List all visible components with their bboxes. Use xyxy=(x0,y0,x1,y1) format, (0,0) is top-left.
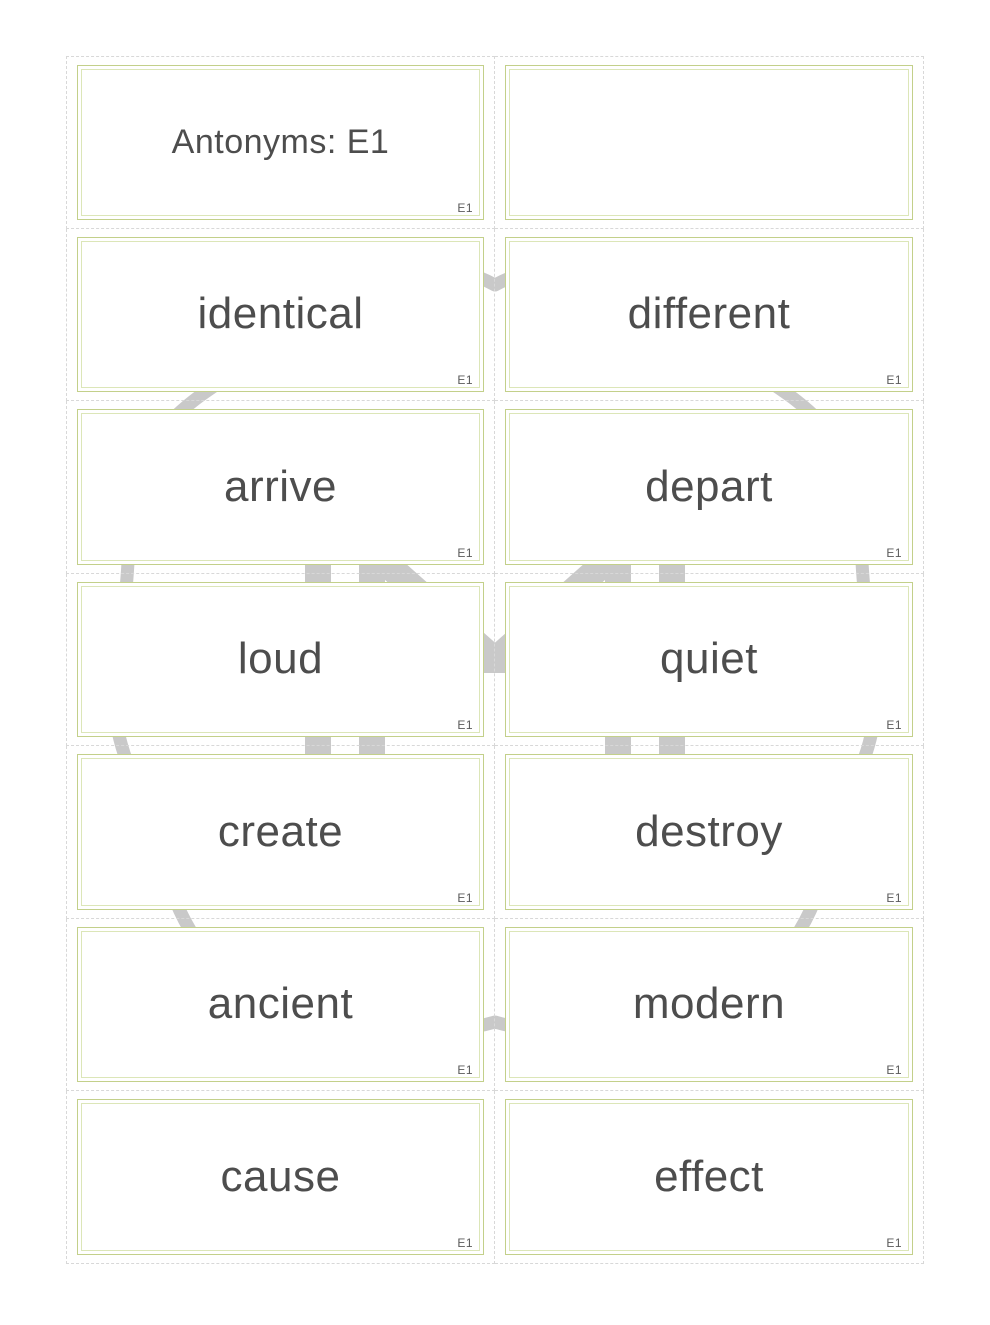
flashcard-cell xyxy=(66,746,495,919)
flashcard-cell xyxy=(495,574,924,747)
flashcard-blank[interactable] xyxy=(505,65,913,220)
flashcard-tag: E1 xyxy=(457,1235,473,1250)
flashcard[interactable] xyxy=(505,754,913,910)
flashcard[interactable] xyxy=(505,1099,913,1255)
flashcard-tag: E1 xyxy=(457,1063,473,1078)
flashcard[interactable] xyxy=(505,237,913,393)
flashcard-label: create xyxy=(217,806,344,856)
flashcard[interactable] xyxy=(77,927,484,1083)
flashcard[interactable] xyxy=(505,927,913,1083)
flashcard-label: cause xyxy=(220,1152,341,1201)
flashcard-cell xyxy=(66,574,495,747)
flashcard-label: ancient xyxy=(207,979,354,1029)
flashcard[interactable] xyxy=(77,409,484,565)
flashcard-tag: E1 xyxy=(457,545,473,560)
flashcard-cell xyxy=(66,401,495,574)
flashcard-cell xyxy=(495,229,924,402)
flashcard-cell xyxy=(66,229,495,402)
flashcard-tag: E1 xyxy=(457,373,473,388)
flashcard[interactable] xyxy=(77,237,484,393)
flashcard-label: effect xyxy=(654,1152,764,1201)
flashcard[interactable] xyxy=(77,754,484,910)
flashcard-cell xyxy=(495,401,924,574)
flashcard-tag: E1 xyxy=(457,200,473,215)
flashcard-label: depart xyxy=(645,461,773,511)
flashcard-title[interactable] xyxy=(77,65,484,220)
flashcard-label: modern xyxy=(632,979,786,1029)
flashcard-tag: E1 xyxy=(457,890,473,905)
flashcard-cell xyxy=(495,919,924,1092)
flashcard-tag: E1 xyxy=(886,545,902,560)
flashcard[interactable] xyxy=(505,409,913,565)
flashcard-tag: E1 xyxy=(457,718,473,733)
flashcard-tag: E1 xyxy=(886,1235,902,1250)
flashcard-label: identical xyxy=(197,289,364,339)
flashcard-label: loud xyxy=(237,634,324,684)
flashcard-cell xyxy=(66,919,495,1092)
flashcard-label: arrive xyxy=(223,461,338,511)
flashcard-grid xyxy=(66,56,924,1264)
flashcard-sheet xyxy=(66,56,924,1264)
flashcard-label: destroy xyxy=(635,806,783,856)
flashcard-cell xyxy=(66,1091,495,1264)
flashcard-tag: E1 xyxy=(886,1063,902,1078)
flashcard-tag: E1 xyxy=(886,373,902,388)
flashcard-label: different xyxy=(627,289,791,339)
flashcard-tag: E1 xyxy=(886,890,902,905)
flashcard-label: quiet xyxy=(660,634,758,684)
flashcard-tag: E1 xyxy=(886,718,902,733)
flashcard-cell xyxy=(495,746,924,919)
flashcard-cell xyxy=(495,1091,924,1264)
flashcard-cell xyxy=(495,56,924,229)
flashcard[interactable] xyxy=(505,582,913,738)
flashcard[interactable] xyxy=(77,1099,484,1255)
flashcard[interactable] xyxy=(77,582,484,738)
flashcard-cell xyxy=(66,56,495,229)
flashcard-label: Antonyms: E1 xyxy=(171,122,390,161)
